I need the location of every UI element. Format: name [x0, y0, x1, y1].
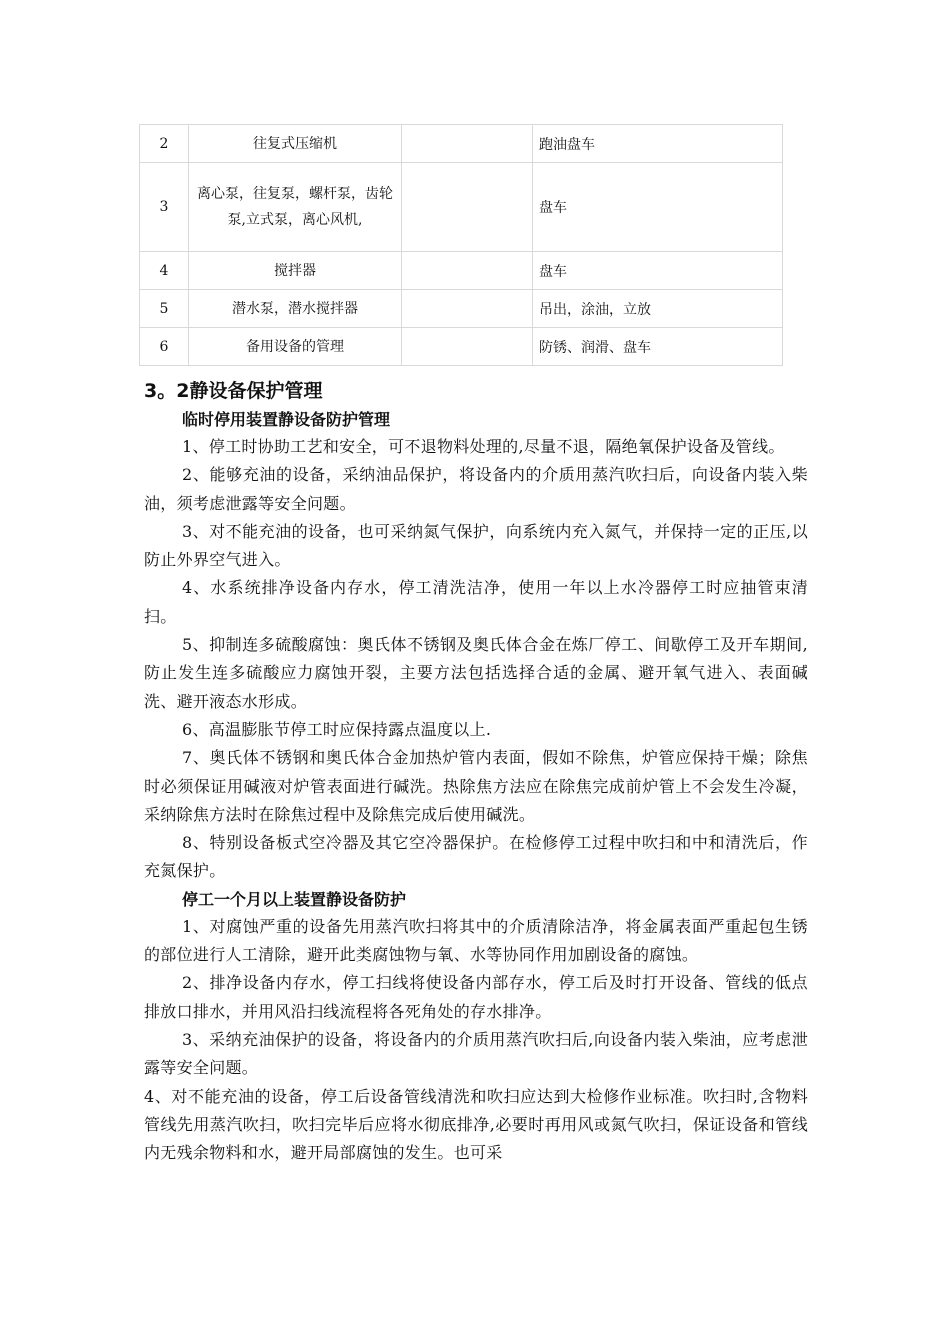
paragraph: 2、排净设备内存水，停工扫线将使设备内部存水，停工后及时打开设备、管线的低点排放口排水，并用风沿扫线流程将各死角处的存水排净。: [144, 973, 808, 1021]
section-heading: 3。2静设备保护管理: [144, 380, 323, 402]
paragraph: 7、奥氏体不锈钢和奥氏体合金加热炉管内表面，假如不除焦，炉管应保持干燥；除焦时必须保证用碱液对炉管表面进行碱洗。热除焦方法应在除焦完成前炉管上不会发生冷凝，采纳除焦方法时在除焦过程中及除焦完成后使用碱洗。: [144, 748, 808, 824]
equipment-name: 离心泵，往复泵，螺杆泵，齿轮泵,立式泵，离心风机,: [189, 163, 402, 252]
document-body: [144, 376, 808, 1167]
equipment-name: 搅拌器: [189, 252, 402, 290]
table-row: [140, 328, 783, 366]
equipment-name: 潜水泵，潜水搅拌器: [189, 290, 402, 328]
empty-cell: [402, 252, 533, 290]
paragraph: 8、特别设备板式空冷器及其它空冷器保护。在检修停工过程中吹扫和中和清洗后，作充氮保护。: [144, 833, 808, 881]
paragraph: 3、对不能充油的设备，也可采纳氮气保护，向系统内充入氮气，并保持一定的正压,以防止外界空气进入。: [144, 521, 808, 570]
paragraph: 6、高温膨胀节停工时应保持露点温度以上.: [182, 719, 492, 739]
empty-cell: [402, 328, 533, 366]
row-number: 2: [140, 125, 189, 163]
subsection-heading: 停工一个月以上装置静设备防护: [182, 889, 407, 909]
paragraph: 1、停工时协助工艺和安全，可不退物料处理的,尽量不退，隔绝氧保护设备及管线。: [182, 437, 785, 456]
equipment-protection-table: [139, 124, 783, 366]
table-row: [140, 290, 783, 328]
paragraph: 3、采纳充油保护的设备，将设备内的介质用蒸汽吹扫后,向设备内装入柴油，应考虑泄露等安全问题。: [144, 1029, 808, 1078]
empty-cell: [402, 163, 533, 252]
table-row: [140, 252, 783, 290]
protection-method: 盘车: [533, 163, 783, 252]
paragraph: 4、水系统排净设备内存水，停工清洗洁净，使用一年以上水冷器停工时应抽管束清扫。: [144, 578, 808, 626]
equipment-name: 备用设备的管理: [189, 328, 402, 366]
paragraph: 5、抑制连多硫酸腐蚀：奥氏体不锈钢及奥氏体合金在炼厂停工、间歇停工及开车期间,防止发生连多硫酸应力腐蚀开裂，主要方法包括选择合适的金属、避开氧气进入、表面碱洗、避开液态水形成。: [144, 635, 808, 711]
subsection-heading: 临时停用装置静设备防护管理: [182, 410, 391, 429]
table-row: [140, 163, 783, 252]
row-number: 4: [140, 252, 189, 290]
protection-method: 吊出，涂油，立放: [533, 290, 783, 328]
paragraph: 4、对不能充油的设备，停工后设备管线清洗和吹扫应达到大检修作业标准。吹扫时,含物料管线先用蒸汽吹扫，吹扫完毕后应将水彻底排净,必要时再用风或氮气吹扫，保证设备和管线内无残余物料和水，避开局部腐蚀的发生。也可采: [144, 1086, 808, 1163]
empty-cell: [402, 290, 533, 328]
table-row: [140, 125, 783, 163]
equipment-name: 往复式压缩机: [189, 125, 402, 163]
protection-method: 盘车: [533, 252, 783, 290]
protection-method: 跑油盘车: [533, 125, 783, 163]
paragraph: 1、对腐蚀严重的设备先用蒸汽吹扫将其中的介质清除洁净，将金属表面严重起包生锈的部位进行人工清除，避开此类腐蚀物与氧、水等协同作用加剧设备的腐蚀。: [144, 916, 808, 965]
row-number: 5: [140, 290, 189, 328]
row-number: 6: [140, 328, 189, 366]
paragraph: 2、能够充油的设备，采纳油品保护，将设备内的介质用蒸汽吹扫后，向设备内装入柴油，须考虑泄露等安全问题。: [144, 465, 808, 513]
protection-method: 防锈、润滑、盘车: [533, 328, 783, 366]
empty-cell: [402, 125, 533, 163]
row-number: 3: [140, 163, 189, 252]
